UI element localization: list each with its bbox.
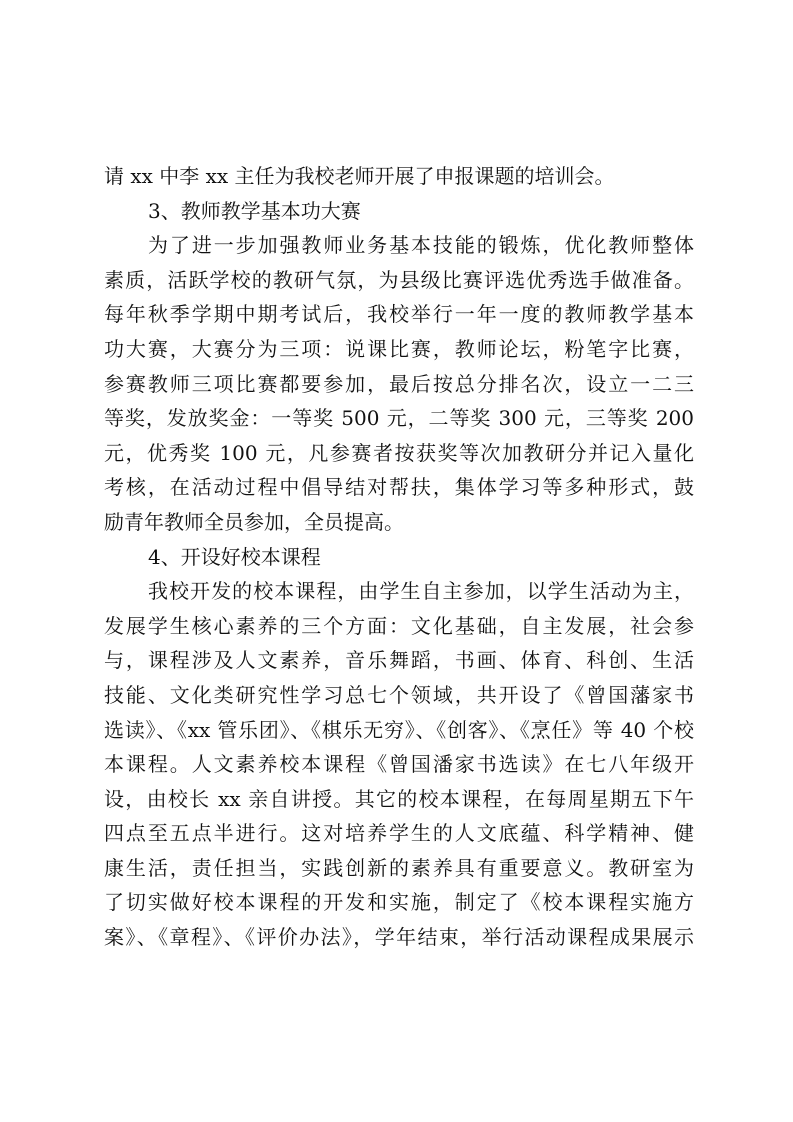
- paragraph-line: 每年秋季学期中期考试后，我校举行一年一度的教师教学基本: [104, 302, 694, 327]
- paragraph-line: 设，由校长 xx 亲自讲授。其它的校本课程，在每周星期五下午: [104, 786, 694, 811]
- paragraph-line: 为了进一步加强教师业务基本技能的锻炼，优化教师整体: [148, 233, 694, 258]
- paragraph-line: 选读》、《xx 管乐团》、《棋乐无穷》、《创客》、《烹任》等 40 个校: [104, 717, 694, 742]
- paragraph-line: 考核，在活动过程中倡导结对帮扶，集体学习等多种形式，鼓: [104, 475, 694, 500]
- document-body: [104, 159, 694, 955]
- paragraph-line: 康生活，责任担当，实践创新的素养具有重要意义。教研室为: [104, 855, 694, 880]
- paragraph-line: 元，优秀奖 100 元，凡参赛者按获奖等次加教研分并记入量化: [104, 440, 694, 465]
- section-heading: 3、教师教学基本功大赛: [148, 198, 361, 223]
- paragraph-line: 四点至五点半进行。这对培养学生的人文底蕴、科学精神、健: [104, 821, 694, 846]
- paragraph-line: 案》、《章程》、《评价办法》，学年结束，举行活动课程成果展示: [104, 925, 694, 950]
- paragraph-line: 请 xx 中李 xx 主任为我校老师开展了申报课题的培训会。: [104, 164, 615, 188]
- paragraph-line: 励青年教师全员参加，全员提高。: [104, 509, 404, 534]
- paragraph-line: 本课程。人文素养校本课程《曾国潘家书选读》在七八年级开: [104, 752, 694, 777]
- paragraph-line: 了切实做好校本课程的开发和实施，制定了《校本课程实施方: [104, 890, 694, 915]
- paragraph-line: 技能、文化类研究性学习总七个领域，共开设了《曾国藩家书: [104, 682, 694, 707]
- paragraph-line: 发展学生核心素养的三个方面：文化基础，自主发展，社会参: [104, 613, 694, 638]
- paragraph-line: 素质，活跃学校的教研气氛，为县级比赛评选优秀选手做准备。: [104, 267, 694, 292]
- section-heading: 4、开设好校本课程: [148, 544, 321, 569]
- paragraph-line: 功大赛，大赛分为三项：说课比赛，教师论坛，粉笔字比赛，: [104, 336, 694, 361]
- paragraph-line: 我校开发的校本课程，由学生自主参加，以学生活动为主，: [148, 579, 694, 604]
- paragraph-line: 与，课程涉及人文素养，音乐舞蹈，书画、体育、科创、生活: [104, 648, 694, 673]
- paragraph-line: 等奖，发放奖金：一等奖 500 元，二等奖 300 元，三等奖 200: [104, 406, 694, 431]
- paragraph-line: 参赛教师三项比赛都要参加，最后按总分排名次，设立一二三: [104, 371, 694, 396]
